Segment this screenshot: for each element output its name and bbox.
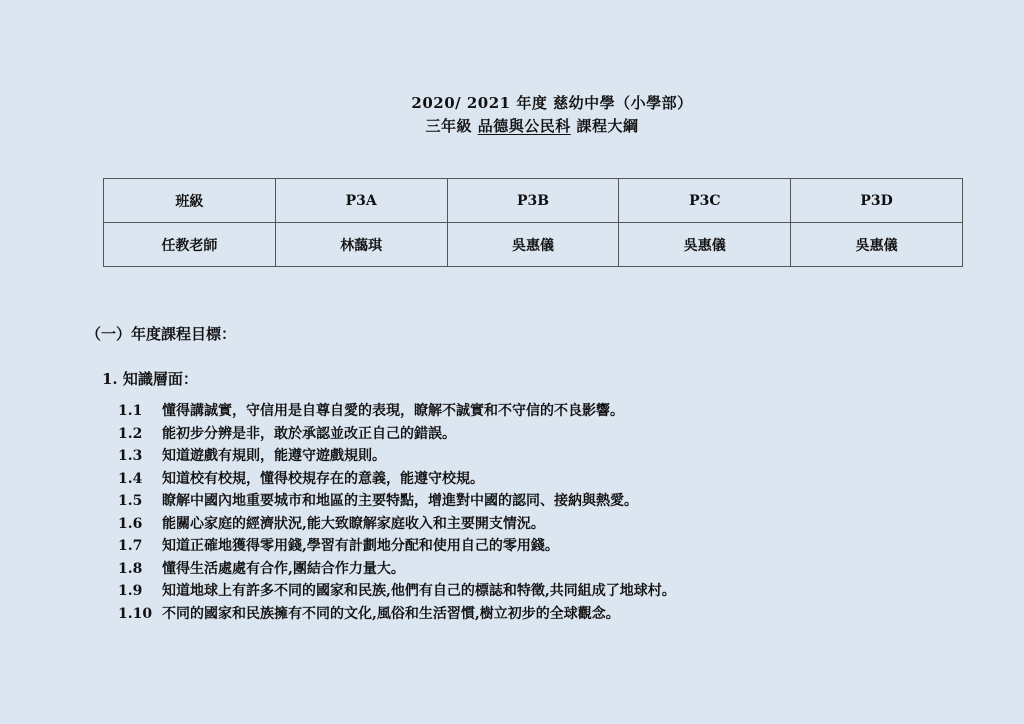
item-text: 懂得生活處處有合作,團結合作力量大。 — [162, 560, 405, 577]
item-text: 知道遊戲有規則，能遵守遊戲規則。 — [162, 448, 386, 464]
item-text: 能關心家庭的經濟狀況,能大致瞭解家庭收入和主要開支情況。 — [162, 515, 545, 532]
item-text: 能初步分辨是非，敢於承認並改正自己的錯誤。 — [162, 425, 456, 442]
list-item — [118, 400, 676, 423]
list-item — [118, 580, 676, 603]
document-subtitle — [0, 115, 1024, 136]
item-text: 瞭解中國內地重要城市和地區的主要特點，增進對中國的認同、接納與熱愛。 — [162, 493, 638, 509]
objective-list — [118, 400, 676, 625]
item-number: 1.10 — [118, 605, 153, 622]
section-heading: （一）年度課程目標： — [86, 325, 237, 343]
list-item — [118, 603, 676, 626]
table-cell: 班級 — [104, 179, 276, 223]
item-text: 不同的國家和民族擁有不同的文化,風俗和生活習慣,樹立初步的全球觀念。 — [162, 605, 620, 622]
table-cell: P3A — [275, 179, 447, 223]
item-number: 1.8 — [118, 560, 143, 577]
list-item — [118, 558, 676, 581]
list-item — [118, 445, 676, 468]
list-item — [118, 468, 676, 491]
sub-heading: 1. 知識層面： — [102, 370, 198, 388]
subtitle-suffix: 課程大綱 — [570, 117, 639, 135]
item-number: 1.7 — [118, 538, 143, 554]
list-item — [118, 490, 676, 513]
table-row-teacher — [104, 223, 963, 267]
item-number: 1.5 — [118, 493, 143, 509]
table-cell: 林藹琪 — [275, 223, 447, 267]
table-row-class — [104, 179, 963, 223]
table-cell: 吳惠儀 — [791, 223, 963, 267]
list-item — [118, 535, 676, 558]
table-cell: 吳惠儀 — [447, 223, 619, 267]
title-line-1: 2020/ 2021 年度 慈幼中學（小學部） — [411, 94, 693, 112]
subject-name: 品德與公民科 — [477, 117, 571, 135]
item-number: 1.4 — [118, 470, 143, 487]
table-cell: 吳惠儀 — [619, 223, 791, 267]
item-number: 1.3 — [118, 448, 143, 464]
table-cell: P3B — [447, 179, 619, 223]
item-text: 知道地球上有許多不同的國家和民族,他們有自己的標誌和特徵,共同組成了地球村。 — [162, 583, 676, 599]
table-cell: P3C — [619, 179, 791, 223]
table-cell: P3D — [791, 179, 963, 223]
item-number: 1.9 — [118, 583, 143, 599]
list-item — [118, 513, 676, 536]
class-teacher-table — [103, 178, 963, 267]
item-text: 知道校有校規，懂得校規存在的意義，能遵守校規。 — [162, 470, 484, 487]
table-cell: 任教老師 — [104, 223, 276, 267]
document-title — [0, 92, 1024, 113]
item-text: 懂得講誠實，守信用是自尊自愛的表現，瞭解不誠實和不守信的不良影響。 — [162, 403, 624, 419]
list-item — [118, 423, 676, 446]
subtitle-prefix: 三年級 — [425, 117, 478, 135]
item-number: 1.2 — [118, 425, 143, 442]
item-number: 1.1 — [118, 403, 143, 419]
item-number: 1.6 — [118, 515, 143, 532]
item-text: 知道正確地獲得零用錢,學習有計劃地分配和使用自己的零用錢。 — [162, 538, 559, 554]
